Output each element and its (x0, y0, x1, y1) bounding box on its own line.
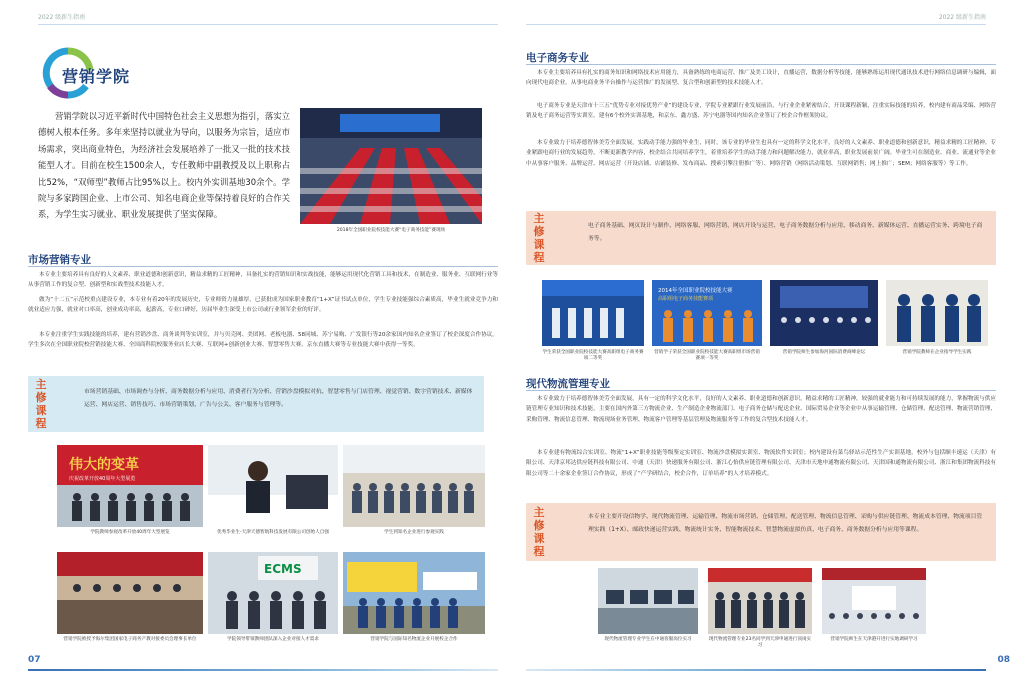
sto-internship-caption: 现代物流管理专业23名同学到天津申通进行顶岗实习 (708, 637, 812, 649)
ecommerce-paragraph-2: 电子商务专业是天津市十三五“优势专业对接优势产业”的建设专业，学院专业紧跟行业发展前沿，与行业企业紧密结合，开设课程新颖，注重实际技能的培养，校内建有商品采编、网络营销及电子商务运营等实训室，建有6个校外实训基地，和京东、鑫方盛、苏宁电器等国内知名企业签订了校企合作框架协议。 (526, 103, 996, 120)
marketing-course-text: 市场营销基础、市场调查与分析、商务数据分析与应用、消费者行为分析、营销沙盘模拟对抗、智慧零售与门店管理、视觉营销、数字营销技术、新媒体运营、网店运营、销售技巧、市场营销策划、广告与公关、客户服务与管理等。 (84, 389, 473, 408)
left-footer-line (28, 669, 498, 671)
company-docking-photo (208, 552, 338, 634)
forum-photo (770, 280, 878, 346)
marketing-paragraph-3: 本专业注重学生实践技能的培养，建有营销沙盘、商务谈判等实训室，并与贝壳网、美团网、老板电器、58同城、苏宁易购、广发银行等20余家国内知名企业签订了校企深度合作协议。学生多次在全国职业院校营销技能大赛、全国商科院校服务业店长大赛、互联网+创新创业大赛、智慧零售大赛、京东直播大赛等专业技能大赛中获得一等奖。 (28, 332, 498, 349)
logistics-section-title: 现代物流管理专业 (526, 378, 610, 390)
company-docking-caption: 学院领导带领教师团队深入企业对接人才需求 (227, 637, 319, 642)
marketing-paragraph-2: 做为“十二五”示范校重点建设专业，本专业有着20年的发展历史，专业师资力量雄厚，已获批成为国家职业教育“1+X”证书试点单位，学生专业技能强综合素质高，毕业生就业竞争力和就业适应力强，就业对口率高，创业成功率高，起薪高，专业口碑好，历届毕业生深受上市公司或行业领军企业的好评。 (28, 297, 498, 314)
college-intro: 营销学院以习近平新时代中国特色社会主义思想为指引，落实立德树人根本任务。多年来坚持以就业为导向，以服务为宗旨，适应市场需求，突出商业特色，为经济社会发展培养了一批又一批的技术技能型人才。目前在校生1500余人，专任教师中副教授及以上职称占比52%，“双师型”教师占比95%以上。校内外实训基地30余个。学院与多家跨国企业、上市公司、知名电商企业等保持着良好的合作关系，为学生实习就业、职业发展提供了坚实保障。 (38, 111, 290, 220)
right-page-number: 08 (997, 655, 1010, 665)
ecommerce-section-title: 电子商务专业 (526, 52, 589, 64)
marketing-course-box (28, 376, 484, 432)
port-research-caption: 营销学院师生在天津港开进行实地调研学习 (830, 637, 918, 642)
ecommerce-award-photo (542, 280, 644, 346)
award-ceremony-caption: 营销学院被授予海尔集团国家电子商务产教对接委员会理事长单位 (63, 637, 197, 642)
company-guidance-photo (886, 280, 988, 346)
sto-internship-photo (708, 568, 812, 634)
marketing-course-label: 主修课程 (35, 378, 47, 430)
marketing-section-title: 市场营销专业 (28, 254, 91, 266)
header-right-text: 2022 级新生指南 (938, 14, 986, 21)
award-ceremony-photo (57, 552, 203, 634)
graduate-caption: 优秀毕业生-天津天德智航科技发展有限公司创始人自强 (217, 530, 329, 535)
exhibition-banner-sub: 庆祝改革开放40周年大型展览 (69, 476, 136, 482)
logistics-paragraph-1: 本专业致力于培养德智体美劳全面发展，具有一定的科学文化水平，良好的人文素养、职业道德和创新意识，精益求精的工匠精神，较强的就业能力和可持续发展的能力，掌握物流与供应链管理专业知识和技术技能，主要在国内外第三方物流企业、生产制造企业物流部门、电子商务仓储与配送企业、国际贸易企业等企业中从事运输管理、仓储管理、配送管理、物流营销管理、采购管理、物流信息管理、物流现场业务管理、物流客户管理等基层管理及物流服务等工作的复合型技术技能人才。 (526, 396, 996, 423)
college-title: 营销学院 (62, 67, 131, 86)
left-page-number: 07 (28, 655, 41, 665)
header-divider-right (526, 24, 986, 25)
header-left-text: 2022 级新生指南 (38, 14, 86, 21)
exhibition-caption: 学院教师参观改革开放40周年大型展览 (90, 530, 170, 535)
marketing-award-photo (652, 280, 762, 346)
marketing-award-caption: 营销学子荣获全国职业院校技能大赛高职组市场营销赛项一等奖 (654, 350, 760, 362)
port-research-photo (822, 568, 926, 634)
ecommerce-title-underline (526, 64, 996, 65)
ecommerce-paragraph-1: 本专业主要培养具有扎实的商务知识和网络技术应用能力，具备熟练的电商运营、推广及美工设计，直播运营，数据分析等技能，能够熟练运用现代通讯技术进行网络信息调研与编辑，面向现代电商企业，从事电商业务平台操作与运营推广的发展型、复合型和创新型的技术技能人才。 (526, 70, 996, 87)
right-page (512, 0, 1024, 699)
marketing-paragraph-1: 本专业主要培养具有良好的人文素养、职业道德和创新意识，精益求精的工匠精神，具备扎实的营销知识和实战技能，能够运用现代化营销工具和技术，在制造业、服务业、互联网行业等从事营销工作的复合型、创新型和实战型技术技能人才。 (28, 272, 498, 289)
right-footer-line (526, 669, 986, 671)
logistics-course-label: 主修课程 (533, 506, 545, 558)
logistics-title-underline (526, 390, 996, 391)
ecommerce-course-label: 主修课程 (533, 212, 545, 264)
ecommerce-award-caption: 学生荣获全国职业院校技能大赛高职组电子商务赛项二等奖 (542, 350, 644, 362)
company-sign-text: ECMS (264, 562, 302, 576)
zto-service-photo (598, 568, 698, 634)
competition-hall-caption: 2018年全国职业院校技能大赛“电子商务技能”赛现场 (336, 228, 446, 233)
header-divider (38, 24, 498, 25)
marketing-award-banner: 2014年全国职业院校技能大赛 (658, 288, 733, 294)
marketing-title-underline (28, 266, 498, 267)
zto-service-caption: 现代物流管理专业学生在中通客服岗位实习 (604, 637, 692, 642)
logistics-course-text: 本专业主要开设信物学、现代物流管理、运输管理、物流市场营销、仓储管理、配送管理、物流信息管理、采购与供应链管理、物流成本管理、物流项目管理实践（1+X）、邮政快递运营实践、物流统计实务、智能物流技术、智慧物流虚拟仿真、电子商务、商务数据分析与应用等课程。 (588, 514, 983, 533)
company-visit-photo (343, 445, 485, 527)
forum-caption: 营销学院师生参加海河国际消费商峰论坛 (782, 350, 866, 355)
logistics-cooperation-photo (343, 552, 485, 634)
logistics-course-box (526, 503, 996, 561)
marketing-award-banner-sub: 高职组电子商务技能赛项 (658, 296, 714, 302)
logistics-paragraph-2: 本专业建有物流综合实训室、物流“1+X”职业技能等级鉴定实训室、物流沙盘模拟实训室、物流软件实训室；校内建设有菜鸟驿站示范性生产实训基地，校外与包括顺丰速运（天津）有限公司、天津京邦达供应链科技有限公司、中通（天津）快递服务有限公司、浙江心怡供应链管理有限公司、天津市天地申通物流有限公司、天津国和通物流有限公司、浙江和集团物流科技有限公司等二十余家企业签订合作协议，形成了“产学研结合，校企合作，订单培养”的人才培养模式。 (526, 450, 996, 477)
ecommerce-paragraph-3: 本专业致力于培养德智体美劳全面发展，实践动手能力强的毕业生，同时，该专业的毕业生也具有一定的科学文化水平，良好的人文素养、职业道德和创新意识，精益求精的工匠精神。专业紧跟电商行业的发展趋势，不断更新教学内容，校企结合共同培养学生，着重培养学生的动手能力和问题解决能力，就业率高，职业发展前景广阔。毕业生可在制造业、商业、流通业等企业中从事客户服务、品牌运营、网店运营（开设店铺、店铺装修、发布商品、搜索引擎注册推广等）、网络营销（网络活动策划、互联网销售；网上推广；SEM；网络客服等）等工作。 (526, 140, 996, 167)
competition-hall-photo (300, 108, 482, 224)
graduate-photo (208, 445, 338, 527)
exhibition-banner-text: 伟大的变革 (69, 457, 139, 473)
ecommerce-course-text: 电子商务基础、网页设计与制作、网络客服、网络营销、网店开设与运营、电子商务数据分析与应用、移动商务、新媒体运营、直播运营实务、跨境电子商务等。 (588, 223, 983, 242)
ecommerce-course-box (526, 211, 996, 265)
logistics-cooperation-caption: 营销学院与国际知名物流企业开展校企合作 (370, 637, 458, 642)
company-visit-caption: 学生到知名企业进行参观实践 (384, 530, 444, 535)
exhibition-photo (57, 445, 203, 527)
company-guidance-caption: 营销学院教师在企业指导学生实践 (902, 350, 972, 355)
